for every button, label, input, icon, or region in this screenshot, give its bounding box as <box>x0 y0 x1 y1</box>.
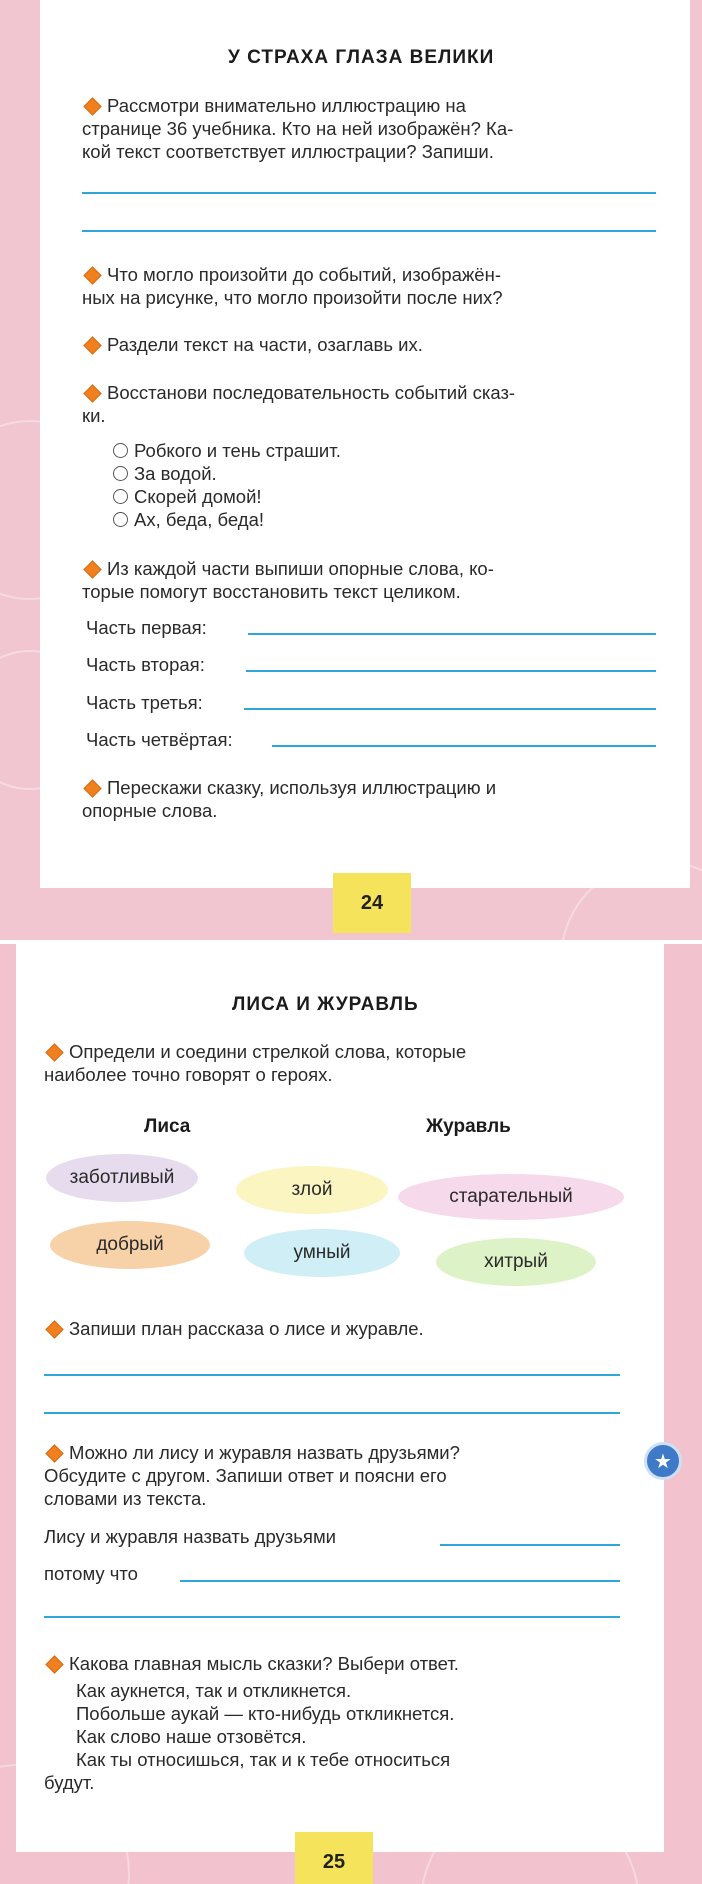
part-label: Часть четвёртая: <box>86 729 233 750</box>
task-text-line: торые помогут восстановить текст целиком. <box>82 581 461 602</box>
answer-line[interactable] <box>440 1544 620 1546</box>
task-text-line: ки. <box>82 405 106 426</box>
word-oval[interactable] <box>50 1221 210 1269</box>
word-oval[interactable] <box>398 1174 624 1220</box>
answer-line[interactable] <box>82 230 656 232</box>
task-friends-question <box>44 1441 620 1510</box>
orange-diamond-bullet-icon <box>45 1655 63 1673</box>
task-view-illustration <box>82 94 654 163</box>
word-label: умный <box>293 1242 351 1263</box>
task-text-line: кой текст соответствует иллюстрации? Запиши. <box>82 141 494 162</box>
answer-options <box>44 1679 620 1794</box>
sequence-option[interactable] <box>113 486 262 508</box>
answer-option[interactable]: Побольше аукай — кто-нибудь откликнется. <box>76 1703 455 1724</box>
task-text-line: Что могло произойти до событий, изображён- <box>107 264 501 285</box>
task-retell <box>82 776 662 822</box>
part-label: Часть третья: <box>86 692 203 713</box>
task-write-plan <box>44 1317 644 1340</box>
option-label: За водой. <box>134 463 217 484</box>
orange-diamond-bullet-icon <box>45 1320 63 1338</box>
option-label: Скорей домой! <box>134 486 262 507</box>
task-text-line: странице 36 учебника. Кто на ней изображён? Ка- <box>82 118 514 139</box>
word-label: злой <box>291 1179 333 1200</box>
word-label: заботливый <box>69 1167 175 1188</box>
answer-option[interactable]: Как слово наше отзовётся. <box>76 1726 307 1747</box>
task-key-words <box>82 557 662 603</box>
task-text-line: Какова главная мысль сказки? Выбери ответ. <box>69 1653 459 1674</box>
orange-diamond-bullet-icon <box>45 1043 63 1061</box>
task-text-line: Восстанови последовательность событий сказ- <box>107 382 516 403</box>
orange-diamond-bullet-icon <box>83 266 101 284</box>
orange-diamond-bullet-icon <box>83 336 101 354</box>
fill-in-label: потому что <box>44 1563 138 1584</box>
word-oval[interactable] <box>436 1238 596 1286</box>
circle-checkbox-icon[interactable] <box>113 512 128 527</box>
orange-diamond-bullet-icon <box>83 97 101 115</box>
star-badge-icon: ★ <box>644 1442 682 1480</box>
page-number-tab: 24 <box>333 873 411 933</box>
task-divide-text <box>82 333 662 356</box>
task-text-line: Перескажи сказку, используя иллюстрацию и <box>107 777 497 798</box>
circle-checkbox-icon[interactable] <box>113 489 128 504</box>
sequence-option[interactable] <box>113 440 341 462</box>
answer-line[interactable] <box>244 708 656 710</box>
task-text-line: Из каждой части выпиши опорные слова, ко- <box>107 558 494 579</box>
workbook-page-24 <box>0 0 702 940</box>
word-label: добрый <box>96 1234 164 1255</box>
fill-in-label: Лису и журавля назвать друзьями <box>44 1526 336 1547</box>
answer-line[interactable] <box>180 1580 620 1582</box>
word-oval[interactable] <box>236 1166 388 1214</box>
word-label: старательный <box>449 1186 573 1207</box>
option-label: Ах, беда, беда! <box>134 509 264 530</box>
circle-checkbox-icon[interactable] <box>113 443 128 458</box>
task-text-line: словами из текста. <box>44 1488 207 1509</box>
orange-diamond-bullet-icon <box>83 560 101 578</box>
answer-line[interactable] <box>44 1412 620 1414</box>
answer-line[interactable] <box>246 670 656 672</box>
page-title: У СТРАХА ГЛАЗА ВЕЛИКИ <box>228 47 495 68</box>
word-oval[interactable] <box>244 1229 400 1277</box>
answer-line[interactable] <box>248 633 656 635</box>
task-main-idea <box>44 1652 644 1675</box>
circle-checkbox-icon[interactable] <box>113 466 128 481</box>
task-match-words <box>44 1040 644 1086</box>
answer-line[interactable] <box>82 192 656 194</box>
part-label: Часть первая: <box>86 617 207 638</box>
page-title: ЛИСА И ЖУРАВЛЬ <box>232 994 419 1015</box>
orange-diamond-bullet-icon <box>45 1444 63 1462</box>
orange-diamond-bullet-icon <box>83 384 101 402</box>
answer-option[interactable]: Как аукнется, так и откликнется. <box>76 1680 352 1701</box>
page-sheet <box>16 944 664 1852</box>
task-text-line: Можно ли лису и журавля назвать друзьями? <box>69 1442 460 1463</box>
sequence-option[interactable] <box>113 509 264 531</box>
part-label: Часть вторая: <box>86 654 205 675</box>
task-text-line: опорные слова. <box>82 800 218 821</box>
task-text-line: Определи и соедини стрелкой слова, которые <box>69 1041 467 1062</box>
answer-option[interactable]: Как ты относишься, так и к тебе относиться <box>76 1749 451 1770</box>
answer-line[interactable] <box>44 1374 620 1376</box>
sequence-option[interactable] <box>113 463 217 485</box>
word-label: хитрый <box>484 1251 548 1272</box>
column-heading-crane: Журавль <box>426 1116 511 1137</box>
answer-option-continuation: будут. <box>44 1772 95 1793</box>
task-text-line: Обсудите с другом. Запиши ответ и поясни его <box>44 1465 447 1486</box>
task-before-after <box>82 263 662 309</box>
page-number-tab: 25 <box>295 1832 373 1884</box>
task-text-line: наиболее точно говорят о героях. <box>44 1064 333 1085</box>
column-heading-fox: Лиса <box>144 1116 191 1137</box>
word-oval[interactable] <box>46 1154 198 1202</box>
workbook-page-25 <box>0 944 702 1884</box>
task-restore-sequence <box>82 381 662 427</box>
option-label: Робкого и тень страшит. <box>134 440 341 461</box>
orange-diamond-bullet-icon <box>83 779 101 797</box>
task-text-line: ных на рисунке, что могло произойти после них? <box>82 287 503 308</box>
answer-line[interactable] <box>44 1616 620 1618</box>
task-text-line: Рассмотри внимательно иллюстрацию на <box>107 95 466 116</box>
task-text-line: Запиши план рассказа о лисе и журавле. <box>69 1318 424 1339</box>
answer-line[interactable] <box>272 745 656 747</box>
task-text-line: Раздели текст на части, озаглавь их. <box>107 334 423 355</box>
page-sheet <box>40 0 690 888</box>
